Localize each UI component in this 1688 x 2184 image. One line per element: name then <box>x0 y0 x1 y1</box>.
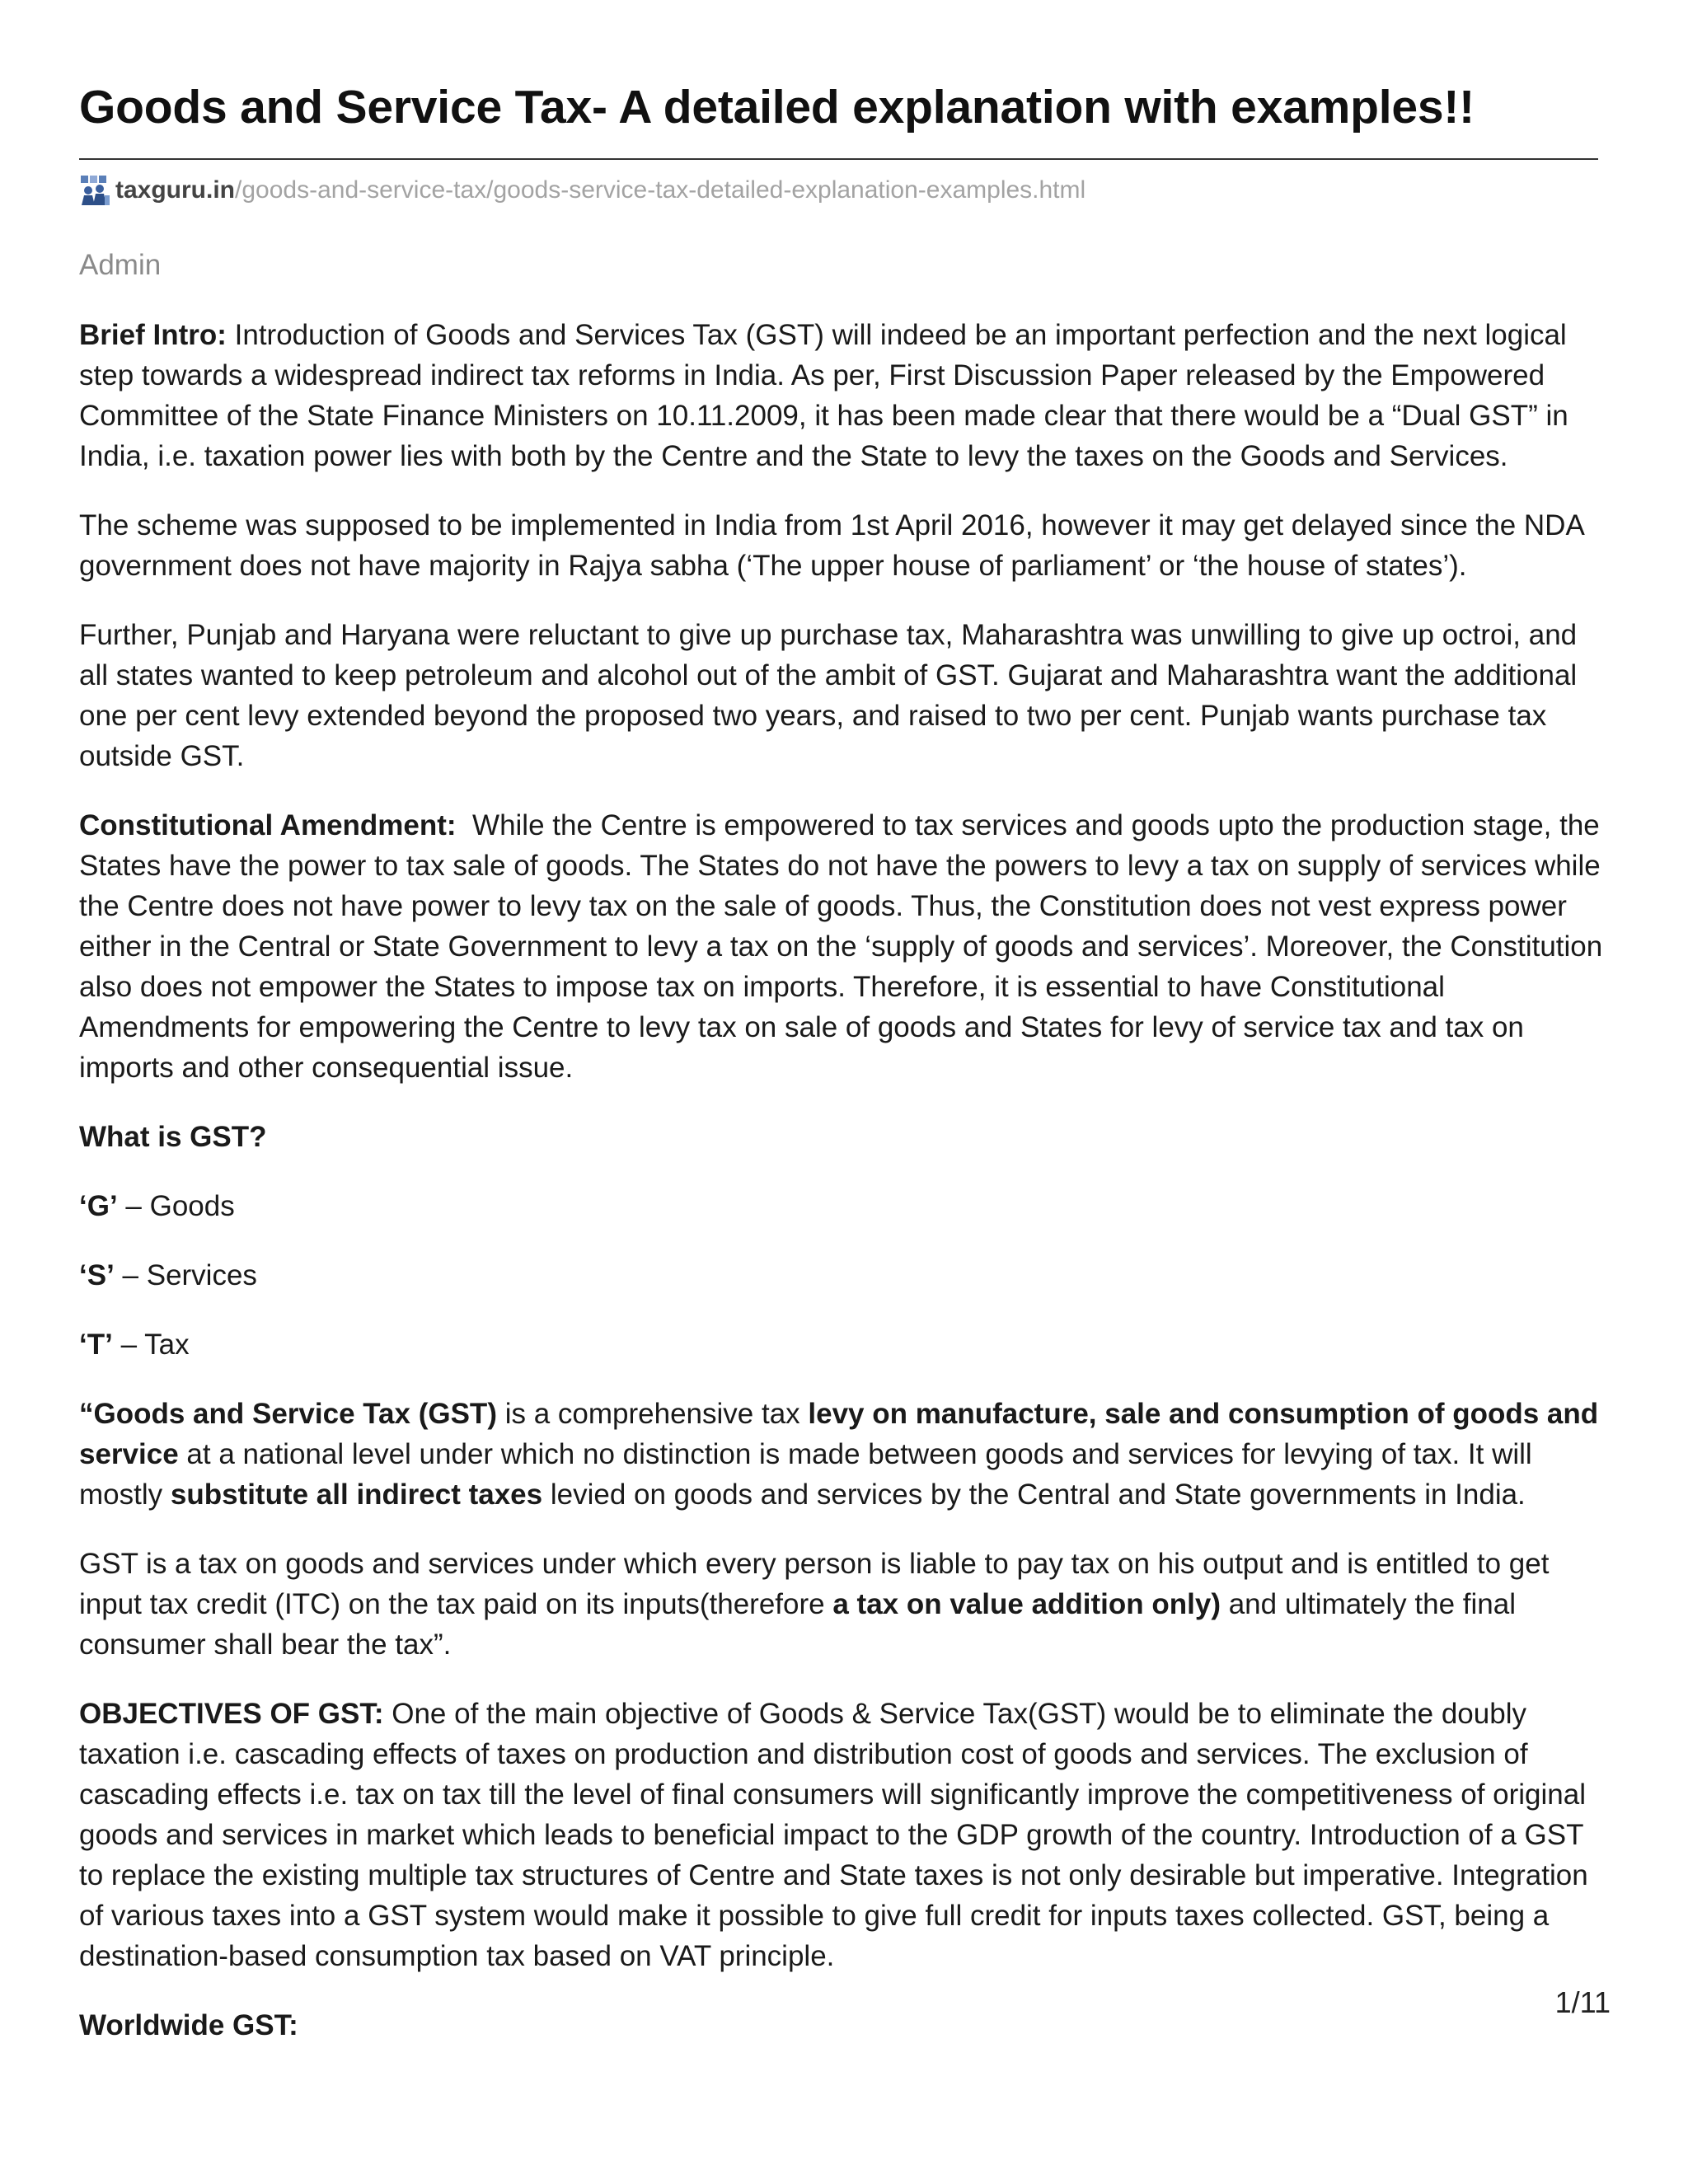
document-page <box>79 76 1612 2074</box>
definition-paragraph-2: GST is a tax on goods and services under which every person is liable to pay tax on his output and is entitled to get input tax credit (ITC) on the tax paid on its inputs(therefore a tax on value addition only) and ultimately the final consumer shall bear the tax”. <box>79 1548 1550 1661</box>
worldwide-gst-heading: Worldwide GST: <box>79 2009 298 2041</box>
gst-letter-s: ‘S’ – Services <box>79 1259 257 1291</box>
gst-letter-g: ‘G’ – Goods <box>79 1190 235 1222</box>
brief-intro-paragraph: Brief Intro: Introduction of Goods and Services Tax (GST) will indeed be an important perfection and the next logical step towards a widespread indirect tax reforms in India. As per, First Discussion Paper released by the Empowered Committee of the State Finance Ministers on 10.11.2009, it has been made clear that there would be a “Dual GST” in India, i.e. taxation power lies with both by the Centre and the State to levy the taxes on the Goods and Services. <box>79 319 1568 472</box>
what-is-gst-heading: What is GST? <box>79 1121 267 1153</box>
article-body <box>79 315 1612 2046</box>
page-number: 1/11 <box>1554 1985 1611 2019</box>
article-title: Goods and Service Tax- A detailed explanation with examples!! <box>79 81 1475 134</box>
author-name: Admin <box>79 249 162 281</box>
brief-intro-label: Brief Intro: <box>79 319 227 351</box>
constitutional-paragraph: Constitutional Amendment: While the Centre is empowered to tax services and goods upto the production stage, the States have the power to tax sale of goods. The States do not have the powers to levy a tax on supply of services while the Centre does not have power to levy tax on the sale of goods. Thus, the Constitution does not vest express power either in the Central or State Government to levy a tax on the ‘supply of goods and services’. Moreover, the Constitution also does not empower the States to impose tax on imports. Therefore, it is essential to have Constitutional Amendments for empowering the Centre to levy tax on sale of goods and States for levy of service tax and tax on imports and other consequential issue. <box>79 809 1603 1084</box>
objectives-label: OBJECTIVES OF GST: <box>79 1698 384 1730</box>
title-divider <box>79 158 1598 160</box>
source-path: /goods-and-service-tax/goods-service-tax-detailed-explanation-examples.html <box>235 176 1086 204</box>
definition-paragraph-1: “Goods and Service Tax (GST) is a comprehensive tax levy on manufacture, sale and consumption of goods and service at a national level under which no distinction is made between goods and services for levying of tax. It will mostly substitute all indirect taxes levied on goods and services by the Central and State governments in India. <box>79 1398 1599 1511</box>
objectives-paragraph: OBJECTIVES OF GST: One of the main objective of Goods & Service Tax(GST) would be to eliminate the doubly taxation i.e. cascading effects of taxes on production and distribution cost of goods and services. The exclusion of cascading effects i.e. tax on tax till the level of final consumers will significantly improve the competitiveness of original goods and services in market which leads to beneficial impact to the GDP growth of the country. Introduction of a GST to replace the existing multiple tax structures of Centre and State taxes is not only desirable but imperative. Integration of various taxes into a GST system would make it possible to give full credit for inputs taxes collected. GST, being a destination-based consumption tax based on VAT principle. <box>79 1698 1588 1972</box>
source-domain: taxguru.in <box>115 176 236 204</box>
source-line <box>79 173 1612 208</box>
gst-letter-t: ‘T’ – Tax <box>79 1329 190 1361</box>
states-paragraph: Further, Punjab and Haryana were reluctant to give up purchase tax, Maharashtra was unwilling to give up octroi, and all states wanted to keep petroleum and alcohol out of the ambit of GST. Gujarat and Maharashtra want the additional one per cent levy extended beyond the proposed two years, and raised to two per cent. Punjab wants purchase tax outside GST. <box>79 619 1578 772</box>
scheme-paragraph: The scheme was supposed to be implemented in India from 1st April 2016, however it may get delayed since the NDA government does not have majority in Rajya sabha (‘The upper house of parliament’ or ‘the house of states’). <box>79 509 1583 582</box>
taxguru-logo-icon <box>79 174 112 207</box>
constitutional-label: Constitutional Amendment: <box>79 809 457 841</box>
